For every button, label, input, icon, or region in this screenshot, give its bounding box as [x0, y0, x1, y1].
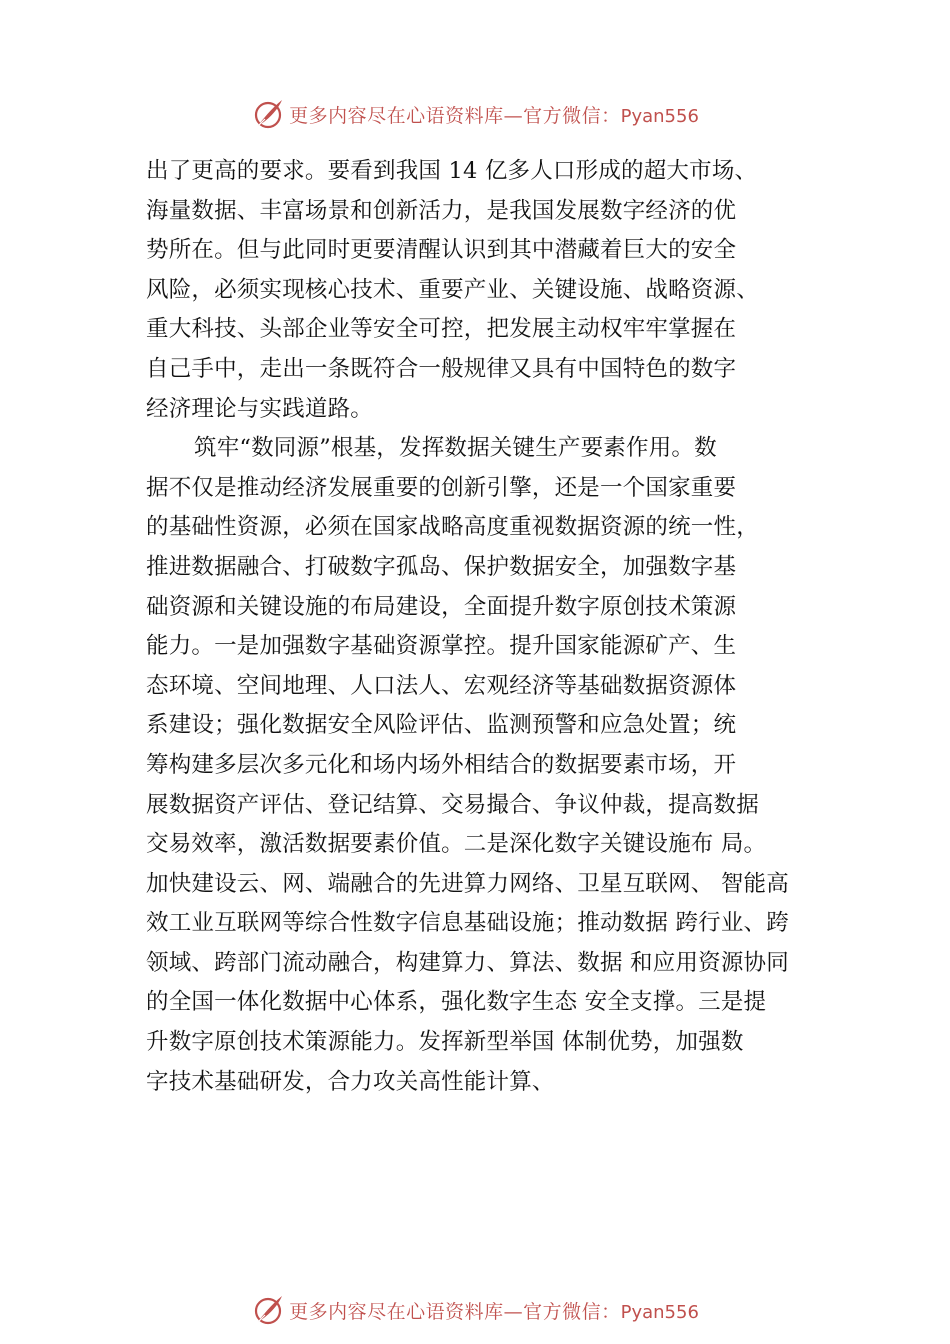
text-line: 推进数据融合、打破数字孤岛、保护数据安全，加强数字基 — [146, 553, 737, 580]
footer-banner — [0, 1290, 950, 1330]
footer-wechat-id: Pyan556 — [620, 1301, 699, 1323]
text-line: 字技术基础研发，合力攻关高性能计算、 — [146, 1068, 555, 1095]
text-line: 自己手中，走出一条既符合一般规律又具有中国特色的数字 — [146, 355, 737, 382]
text-line: 展数据资产评估、登记结算、交易撮合、争议仲裁，提高数据 — [146, 791, 759, 818]
text-line: 出了更高的要求。要看到我国 14 亿多人口形成的超大市场、 — [146, 158, 758, 184]
footer-banner-text — [289, 1297, 699, 1324]
document-body — [146, 152, 836, 1102]
text-line: 效工业互联网等综合性数字信息基础设施；推动数据 跨行业、跨 — [146, 910, 789, 937]
text-line: 筹构建多层次多元化和场内场外相结合的数据要素市场，开 — [146, 751, 737, 778]
text-line: 风险，必须实现核心技术、重要产业、关键设施、战略资源、 — [146, 276, 759, 303]
header-site-name: 更多内容尽在心语资料库 — [289, 104, 504, 127]
text-line: 的全国一体化数据中心体系，强化数字生态 安全支撑。三是提 — [146, 989, 767, 1016]
text-line: 能力。一是加强数字基础资源掌控。提升国家能源矿产、生 — [146, 633, 737, 660]
header-banner — [0, 94, 950, 134]
text-line: 加快建设云、网、端融合的先进算力网络、卫星互联网、 智能高 — [146, 870, 789, 897]
quill-pen-logo-icon — [251, 97, 285, 131]
text-line: 势所在。但与此同时更要清醒认识到其中潜藏着巨大的安全 — [146, 237, 737, 264]
text-line: 础资源和关键设施的布局建设，全面提升数字原创技术策源 — [146, 593, 737, 620]
text-line: 经济理论与实践道路。 — [146, 395, 374, 422]
header-separator: — — [503, 104, 524, 127]
text-line: 海量数据、丰富场景和创新活力，是我国发展数字经济的优 — [146, 197, 737, 224]
text-line: 领域、跨部门流动融合，构建算力、算法、数据 和应用资源协同 — [146, 949, 789, 976]
text-line: 据不仅是推动经济发展重要的创新引擎，还是一个国家重要 — [146, 474, 737, 501]
text-line: 重大科技、头部企业等安全可控，把发展主动权牢牢掌握在 — [146, 316, 737, 343]
text-line: 态环境、空间地理、人口法人、宏观经济等基础数据资源体 — [146, 672, 737, 699]
footer-separator: — — [503, 1300, 524, 1323]
text-line: 升数字原创技术策源能力。发挥新型举国 体制优势，加强数 — [146, 1029, 744, 1056]
text-line: 交易效率，激活数据要素价值。二是深化数字关键设施布 局。 — [146, 831, 767, 858]
text-line: 的基础性资源，必须在国家战略高度重视数据资源的统一性， — [146, 514, 759, 541]
text-line: 系建设；强化数据安全风险评估、监测预警和应急处置；统 — [146, 712, 737, 739]
header-wechat-id: Pyan556 — [620, 105, 699, 127]
footer-site-name: 更多内容尽在心语资料库 — [289, 1300, 504, 1323]
footer-wechat-label: 官方微信： — [523, 1300, 621, 1323]
header-banner-text — [289, 101, 699, 128]
header-wechat-label: 官方微信： — [523, 104, 621, 127]
quill-pen-logo-icon — [251, 1293, 285, 1327]
paragraph-start-line: 筑牢“数同源”根基，发挥数据关键生产要素作用。数 — [194, 435, 717, 462]
